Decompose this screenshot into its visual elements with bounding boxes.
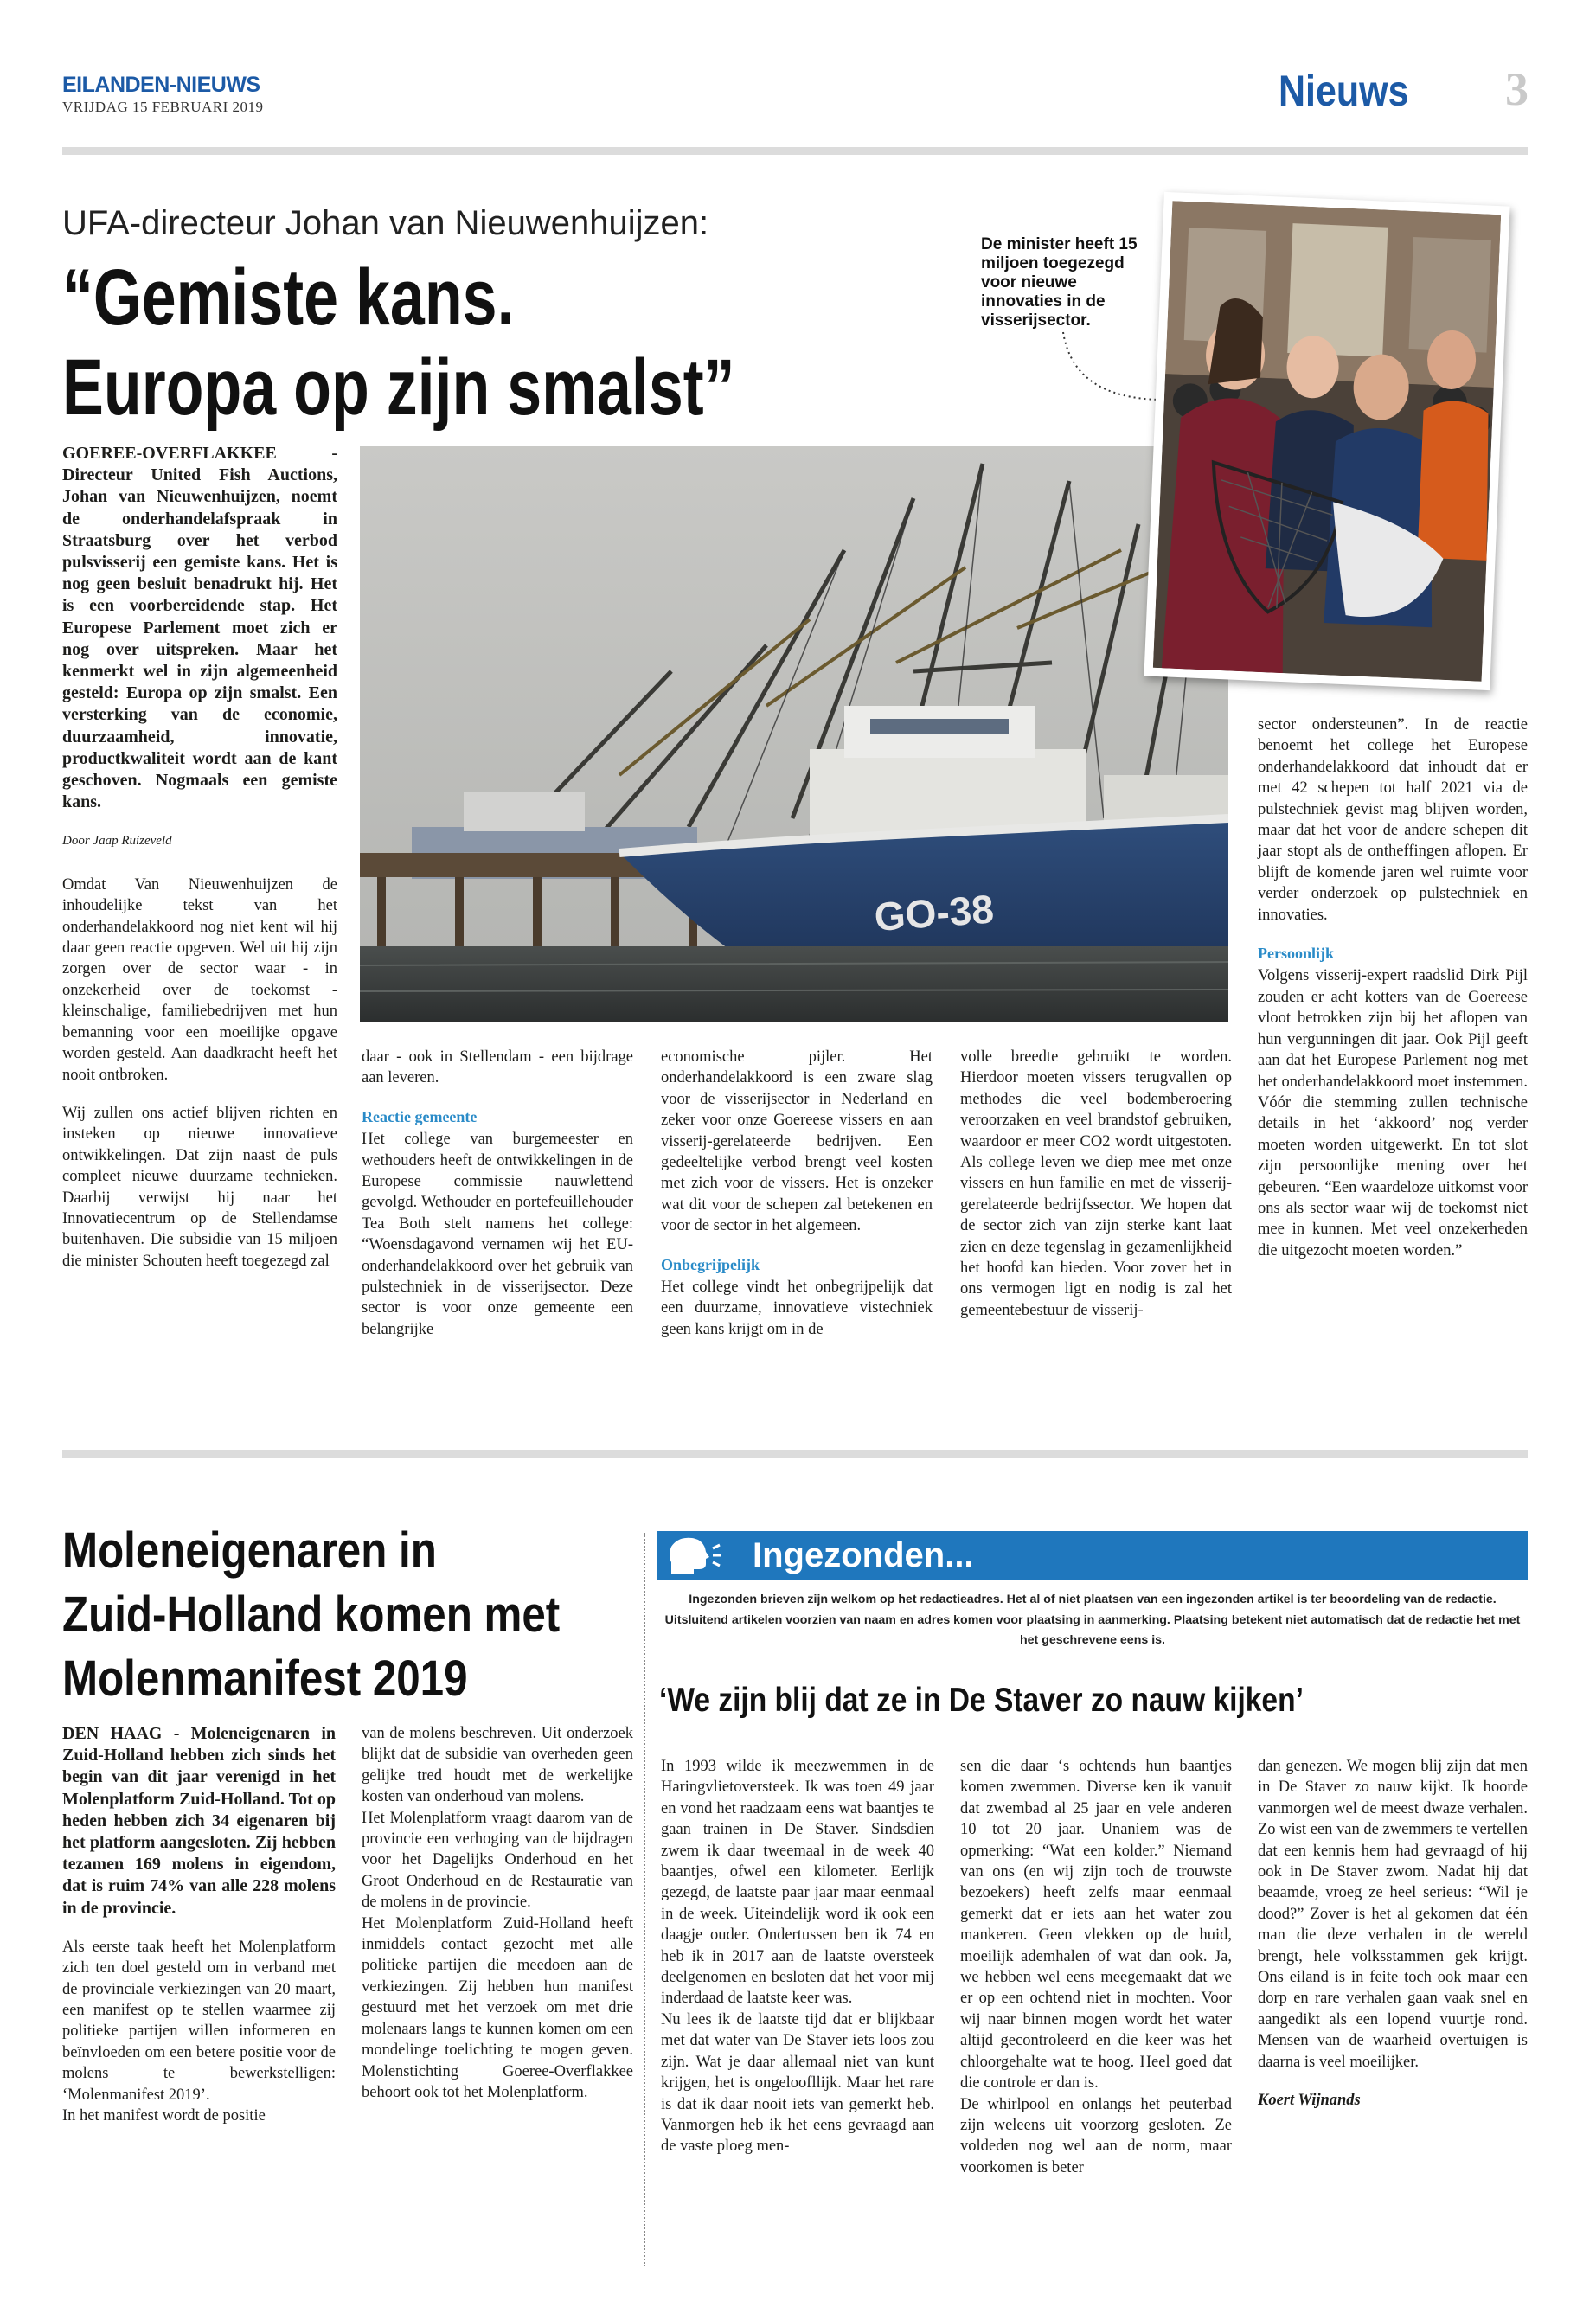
molen-column-1 — [62, 1723, 336, 2144]
section-title: Nieuws — [1279, 67, 1409, 115]
body-paragraph: volle breedte gebruikt te worden. Hierdoor moeten vissers terugvallen op methodes die veel bodemberoering veroorzaken en veel brandstof gebruiken, waardoor er meer CO2 wordt uitgestoten. Als college leven we diep mee met onze vissers en hun familie en met de visserij-gerelateerde bedrijfssector. We hopen dat de sector zich van zijn sterke kant laat zien en deze tegenslag in gezamenlijkheid het hoofd kan bieden. Voor zover het in ons vermogen ligt en nodig is zal het gemeentebestuur de visserij- — [960, 1048, 1232, 1319]
body-paragraph: Volgens visserij-expert raadslid Dirk Pijl zouden er acht kotters van de Goereese vloot betrokken zijn bij het aflopen van hun vergunningen dit jaar. Ook Pijl geeft aan dat het Europese Parlement nog met het onderhandelakkoord moet instemmen. Vóór die stemming zullen technische details in het ‘akkoord’ nog verder moeten worden uitgewerkt. En tot slot zijn persoonlijke mening over het gebeuren. “Een waardeloze uitkomst voor ons als sector waar wij de toekomst niet mee in kunnen. Met veel onzekerheden die uitgezocht moeten worden.” — [1258, 967, 1528, 1259]
article-headline — [62, 253, 735, 433]
molen-column-2 — [362, 1723, 633, 2120]
speaking-head-icon — [666, 1536, 727, 1576]
body-paragraph: In het manifest wordt de positie — [62, 2107, 266, 2125]
molen-headline — [62, 1519, 560, 1711]
article-lead: GOEREE-OVERFLAKKEE - Directeur United Fish Auctions, Johan van Nieuwenhuijzen, noemt de onderhandelafspraak in Straatsburg over het verbod pulsvisserij een gemiste kans. Het is nog geen besluit benadrukt hij. Het is een voorbereidende stap. Het Europese Parlement moet zich er nog over uitspreken. Maar het kenmerkt wel in zijn algemeenheid gesteld: Europa op zijn smalst. Een versterking van de economie, duurzaamheid, innovatie, productkwaliteit wordt aan de kant geschoven. Nogmaals een gemiste kans. — [62, 444, 337, 812]
molen-lead: DEN HAAG - Moleneigenaren in Zuid-Holland hebben zich sinds het begin van dit jaar verenigd in het Molenplatform Zuid-Holland. Tot op heden hebben zich 34 eigenaren bij het platform aangesloten. Zij hebben tezamen 169 molens in eigendom, dat is ruim 74% van alle 228 molens in de provincie. — [62, 1724, 336, 1918]
body-paragraph: dan genezen. We mogen blij zijn dat men in De Staver zo nauw kijkt. Ik hoorde vanmorgen wel de meest dwaze verhalen. Zo wist een van de zwemmers te vertellen dat een kennis hem had gevraagd of hij ook in De Staver zwom. Nadat hij dat beaamde, vroeg ze heel serieus: “Wil je dood?” Zover is het al gekomen dat één man die deze verhalen in de wereld brengt, hele volksstammen gek krijgt. Ons eiland is in feite toch ook maar een dorp en rare verhalen gaan vaak snel en aangedikt als een lopend vuurtje rond. Mensen van de waarheid overtuigen is daarna is veel moeilijker. — [1258, 1758, 1528, 2071]
body-paragraph: Het college van burgemeester en wethouders heeft de ontwikkelingen in de Europese commissie nauwlettend gevolgd. Wethouder en portefeuillehouder Tea Both stelt namens het college: “Woensdagavond vernamen wij het EU-onderhandelakkoord over het gebruik van pulstechniek in de visserijsector. Deze sector is voor onze gemeente een belangrijke — [362, 1131, 633, 1338]
caption-pointer-line — [1060, 329, 1163, 411]
body-paragraph: Het Molenplatform vraagt daarom van de provincie een verhoging van de bijdragen voor het Dagelijks Onderhoud en het Groot Onderhoud en de Restauratie van de molens in de provincie. — [362, 1809, 633, 1912]
body-paragraph: Nu lees ik de laatste tijd dat er blijkbaar met dat water van De Staver iets loos zou zijn. Wat je daar allemaal niet van kunt krijgen, het is ongeloofllijk. Maar het rare is dat ik daar nooit iets van gemerkt heb. Vanmorgen heb ik het eens gevraagd aan de vaste ploeg men- — [661, 2010, 934, 2156]
body-paragraph: In 1993 wilde ik meezwemmen in de Haringvlietoversteek. Ik was toen 49 jaar en vond het raadzaam eens wat baantjes te gaan trainen in De Staver. Sindsdien zwem ik daar tweemaal in de week 40 baantjes, ofwel een kilometer. Eerlijk gezegd, de laatste paar jaar maar eenmaal in de week. Uiteindelijk word ik ook een daagje ouder. Ondertussen ben ik 74 en heb ik in 2017 aan de laatste oversteek deelgenomen en besloten dat het voor mij inderdaad de laatste keer was. — [661, 1758, 934, 2008]
boat-registration: GO-38 — [873, 886, 996, 939]
article-kicker: UFA-directeur Johan van Nieuwenhuijzen: — [62, 204, 709, 242]
body-paragraph: Het college vindt het onbegrijpelijk dat een duurzame, innovatieve vistechniek geen kans krijgt om in de — [661, 1279, 933, 1338]
body-paragraph: sen die daar ‘s ochtends hun baantjes komen zwemmen. Diverse ken ik vanuit dat zwembad al 25 jaar en vele anderen 10 tot 20 jaar. Unaniem was de opmerking: “Wat een kolder.” Niemand van ons (en wij zijn toch de trouwste bezoekers) heeft zelfs maar eenmaal gemerkt dat er iets aan het water zou mankeren. Geen vlekken op de huid, moeilijk ademhalen of wat dan ook. Ja, we hebben wel eens meegemaakt dat we er op een ochtend niet in mochten. Voor wij naar binnen mogen wordt het water altijd gecontroleerd en die keer was het chloorgehalte wat te hoog. Heel goed dat die controle er dan is. — [960, 1758, 1232, 2093]
body-paragraph: daar - ook in Stellendam - een bijdrage aan leveren. — [362, 1048, 633, 1087]
article-column-2 — [362, 1047, 633, 1357]
newspaper-logo: EILANDEN-NIEUWS — [62, 73, 260, 97]
photo-caption: De minister heeft 15 miljoen toegezegd voor nieuwe innovaties in de visserijsector. — [981, 235, 1138, 330]
minister-photo-frame — [1144, 192, 1509, 690]
harbour-photo — [360, 446, 1228, 1022]
column-separator — [644, 1533, 645, 2266]
article-column-3 — [661, 1047, 933, 1357]
letter-column-1 — [661, 1756, 934, 2175]
page-number: 3 — [1505, 63, 1529, 115]
body-paragraph: De whirlpool en onlangs het peuterbad zijn weleens uit voorzorg gesloten. Ze voldeden nog wel aan de norm, maar voorkomen is beter — [960, 2095, 1232, 2176]
molen-headline-line-2: Zuid-Holland komen met — [62, 1586, 561, 1643]
article-column-1 — [62, 443, 337, 1289]
body-paragraph: Als eerste taak heeft het Molenplatform zich ten doel gesteld om in verband met de provinciale verkiezingen van 20 maart, een manifest op te stellen waarmee zij politieke partijen willen informeren en beïnvloeden om een betere positie voor de molens te bewerkstelligen: ‘Molenmanifest 2019’. — [62, 1938, 336, 2104]
minister-photo — [1153, 201, 1501, 681]
molen-headline-line-1: Moleneigenaren in — [62, 1522, 437, 1579]
letter-signature: Koert Wijnands — [1258, 2092, 1361, 2110]
article-column-5 — [1258, 715, 1528, 1279]
ingezonden-disclaimer: Ingezonden brieven zijn welkom op het redactieadres. Het al of niet plaatsen van een ingezonden artikel is ter beoordeling van de redactie. Uitsluitend artikelen voorzien van naam en adres komen voor plaatsing in aanmerking. Plaatsing betekent niet automatisch dat de redactie het met het geschrevene eens is. — [664, 1593, 1521, 1647]
fishing-boats-image — [360, 446, 1228, 1022]
body-paragraph: Wij zullen ons actief blijven richten en insteken op nieuwe innovatieve ontwikkelingen. Dat zijn naast de puls compleet nieuwe duurzame technieken. Daarbij verwijst hij naar het Innovatiecentrum op de Stellendamse buitenhaven. Die subsidie van 15 miljoen die minister Schouten heeft toegezegd zal — [62, 1104, 337, 1270]
letter-column-3 — [1258, 1756, 1528, 2129]
issue-date: VRIJDAG 15 FEBRUARI 2019 — [62, 99, 264, 115]
section-divider — [62, 1450, 1528, 1458]
molen-headline-line-3: Molenmanifest 2019 — [62, 1650, 468, 1707]
subheading-reactie-gemeente: Reactie gemeente — [362, 1107, 478, 1125]
letter-headline: ‘We zijn blij dat ze in De Staver zo nauw kijken’ — [659, 1682, 1304, 1719]
body-paragraph: economische pijler. Het onderhandelakkoord is een zware slag voor de visserijsector in Nederland en zeker voor onze Goereese vissers en aan visserij-gerelateerde bedrijven. Een gedeeltelijke verbod brengt veel kosten met zich voor de vissers. Het is onzeker wat dit voor de schepen zal betekenen en voor de sector in het algemeen. — [661, 1048, 933, 1235]
ingezonden-title: Ingezonden... — [753, 1536, 974, 1574]
body-paragraph: sector ondersteunen”. In de reactie benoemt het college het Europese onderhandelakkoord dat inhoudt dat er met 42 schepen tot half 2021 via de pulstechniek gevist mag blijven worden, maar dat het voor de andere schepen dit jaar stopt als de ontheffingen aflopen. Er blijft de komende jaren wel ruimte voor verder onderzoek op pulstechniek en innovaties. — [1258, 716, 1528, 924]
body-paragraph: Omdat Van Nieuwenhuijzen de inhoudelijke tekst van het onderhandelakkoord nog niet kent wil hij daar geen reactie opgeven. Wel uit hij zijn zorgen over de sector waar - in onzekerheid over de toekomst - kleinschalige, familiebedrijven met hun bemanning voor een moeilijke opgave worden gesteld. Aan daadkracht heeft het nooit ontbroken. — [62, 875, 337, 1084]
body-paragraph: Het Molenplatform Zuid-Holland heeft inmiddels contact gezocht met alle politieke partijen die meedoen aan de verkiezingen. Zij hebben hun manifest gestuurd met het verzoek om met drie molenaars langs te kunnen komen om een mondelinge toelichting te mogen geven. Molenstichting Goeree-Overflakkee behoort ook tot het Molenplatform. — [362, 1914, 633, 2101]
article-column-4 — [960, 1047, 1232, 1338]
subheading-persoonlijk: Persoonlijk — [1258, 945, 1334, 963]
subheading-onbegrijpelijk: Onbegrijpelijk — [661, 1255, 760, 1273]
letter-column-2 — [960, 1756, 1232, 2195]
header-divider — [62, 147, 1528, 155]
headline-line-1: “Gemiste kans. — [62, 253, 515, 342]
body-paragraph: van de molens beschreven. Uit onderzoek blijkt dat de subsidie van overheden geen gelijke tred houdt met de werkelijke kosten van onderhoud van molens. — [362, 1725, 633, 1806]
article-byline: Door Jaap Ruizeveld — [62, 834, 172, 849]
headline-line-2: Europa op zijn smalst” — [62, 343, 735, 432]
